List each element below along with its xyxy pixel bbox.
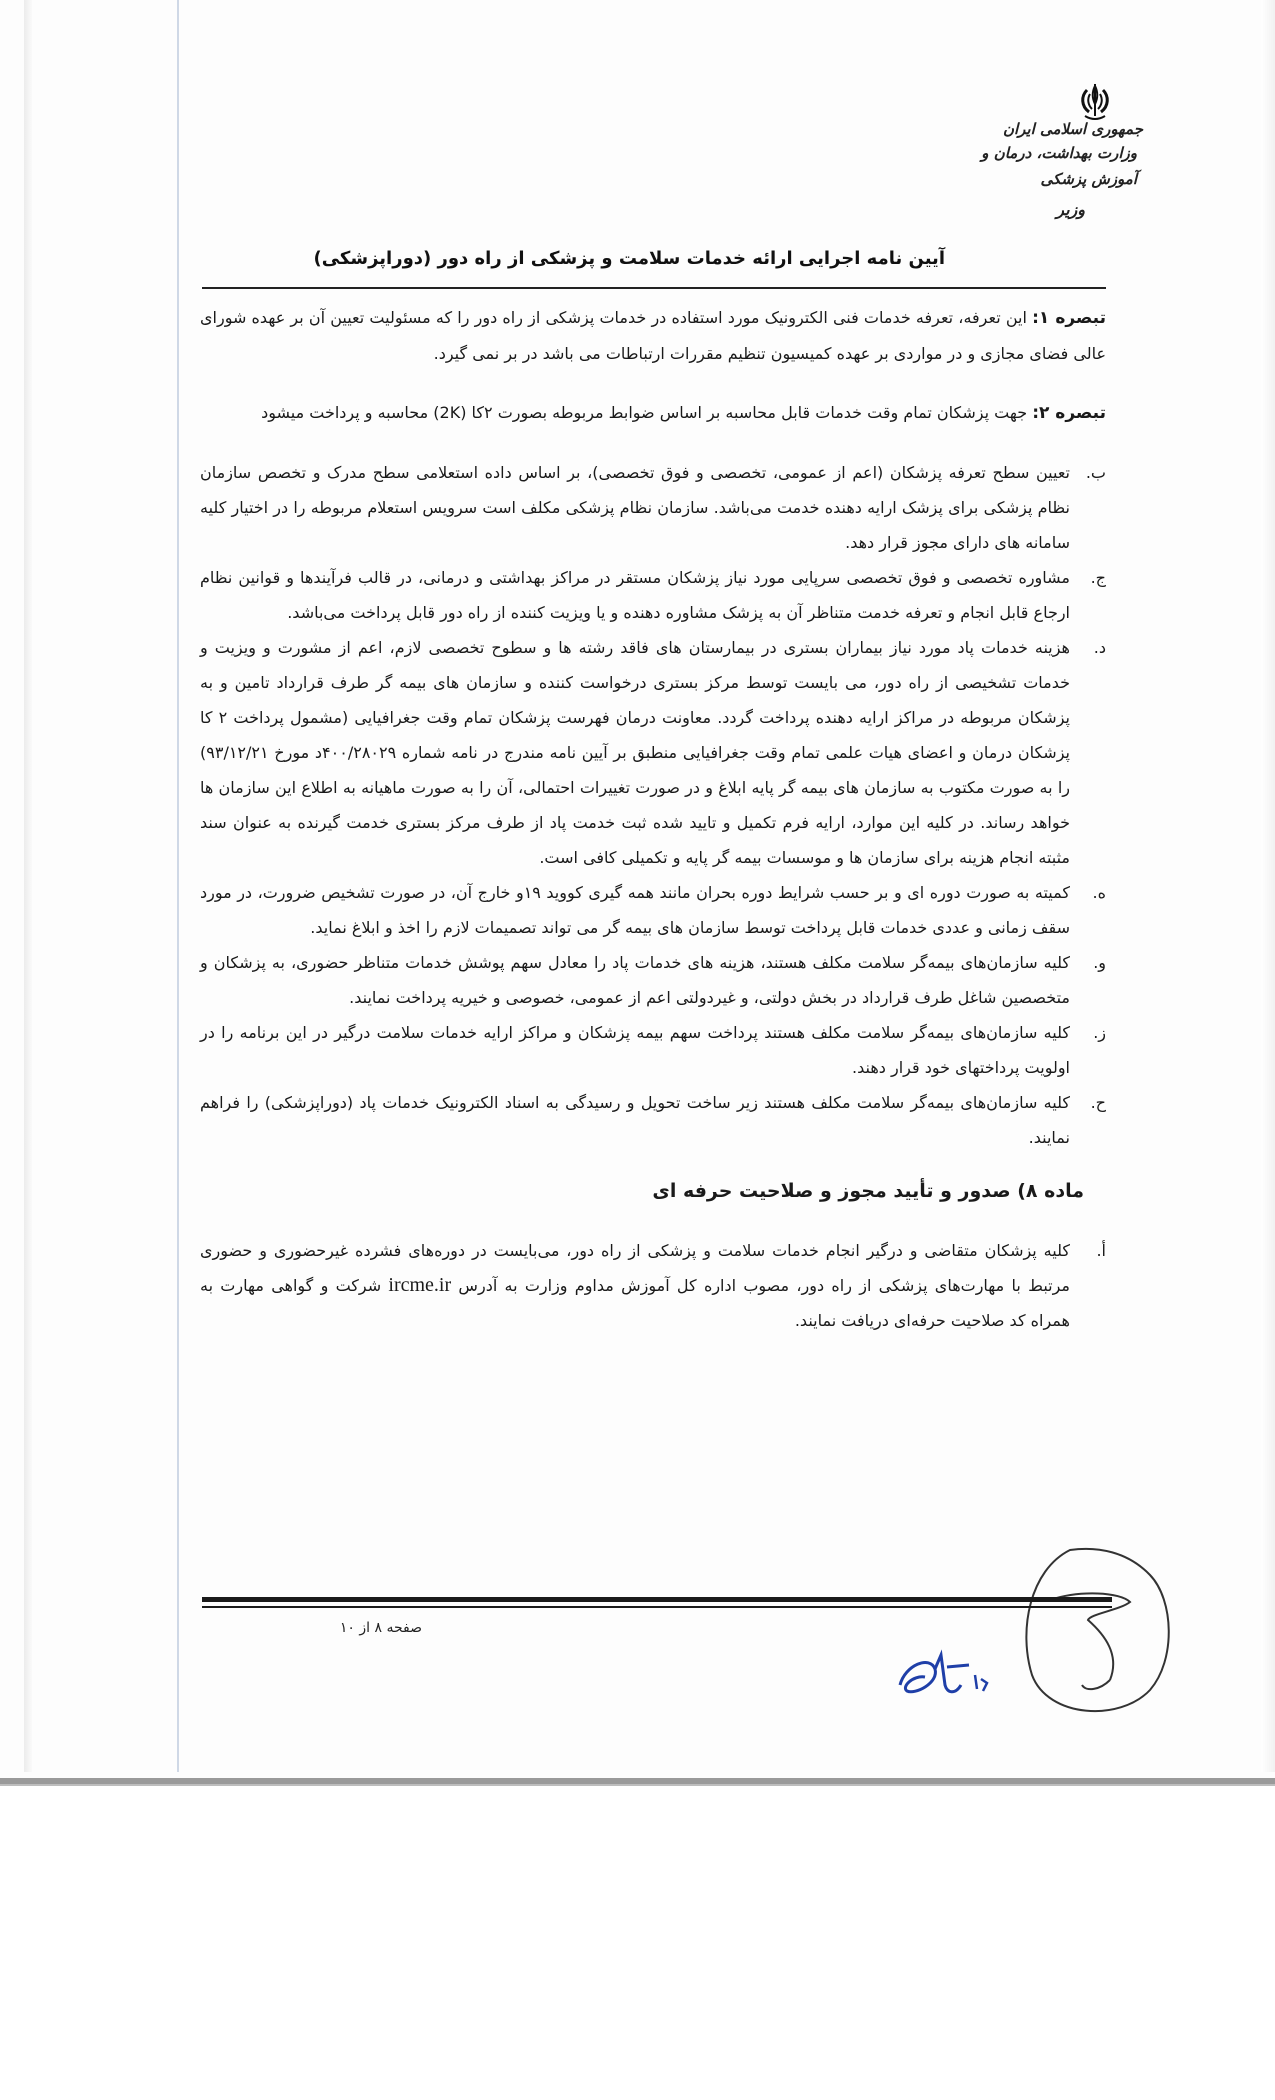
clause-letter: ح. bbox=[1090, 1093, 1106, 1112]
republic-name: جمهوری اسلامی ایران bbox=[1002, 120, 1143, 138]
page-right-edge bbox=[1261, 0, 1275, 1772]
clause-letter: ز. bbox=[1093, 1023, 1106, 1042]
note-text: جهت پزشکان تمام وقت خدمات قابل محاسبه بر اساس ضوابط مربوطه بصورت ۲کا (2K) محاسبه و پرداخت میشود bbox=[261, 403, 1033, 422]
page-left-edge bbox=[24, 0, 32, 1772]
note-label: تبصره ۲: bbox=[1032, 403, 1106, 423]
clause-z bbox=[200, 1015, 1106, 1085]
clause-v bbox=[200, 945, 1106, 1015]
note-2 bbox=[200, 395, 1106, 431]
clause-text bbox=[200, 1233, 1070, 1338]
ministry-letterhead bbox=[963, 118, 1143, 192]
clause-b bbox=[200, 455, 1106, 560]
footer-divider-thick bbox=[202, 1597, 1112, 1602]
document-body bbox=[200, 300, 1106, 1338]
page-number: صفحه ۸ از ۱۰ bbox=[339, 1620, 422, 1636]
clause-h bbox=[200, 875, 1106, 945]
margin-line bbox=[177, 0, 179, 1772]
clause-text: کلیه سازمان‌های بیمه‌گر سلامت مکلف هستند پرداخت سهم بیمه پزشکان و مراکز ارایه خدمات سلامت درگیر در این برنامه را در اولویت پرداختهای خود قرار دهند. bbox=[200, 1023, 1070, 1077]
clause-letter: د. bbox=[1093, 638, 1106, 657]
minister-label: وزیر bbox=[1056, 200, 1085, 219]
title-divider bbox=[202, 287, 1106, 289]
clause-text-after: شرکت و گواهی مهارت به همراه کد صلاحیت حرفه‌ای دریافت نمایند. bbox=[200, 1276, 1070, 1330]
document-title: آیین نامه اجرایی ارائه خدمات سلامت و پزشکی از راه دور (دوراپزشکی) bbox=[313, 248, 945, 269]
website-address: ircme.ir bbox=[388, 1274, 452, 1296]
clause-text-before: کلیه پزشکان متقاضی و درگیر انجام خدمات سلامت و پزشکی از راه دور، می‌بایست در دوره‌های فشرده غیرحضوری و حضوری مرتبط با مهارت‌های پزشکی از راه دور، مصوب اداره کل آموزش مداوم وزارت به آدرس bbox=[200, 1241, 1070, 1295]
stamp-icon bbox=[1010, 1540, 1180, 1725]
clause-alef bbox=[200, 1233, 1106, 1338]
clause-text: هزینه خدمات پاد مورد نیاز بیماران بستری در بیمارستان های فاقد رشته ها و سطوح تخصصی لازم، اعم از مشورت و ویزیت و خدمات تشخیصی از راه دور، می بایست توسط مرکز بستری درخواست کننده و سازمان های بیمه گر طرف قرارداد تامین و به پزشکان مربوطه در مراکز ارایه دهنده پرداخت گردد. معاونت درمان فهرست پزشکان تمام وقت جغرافیایی (مشمول پرداخت ۲ کا پزشکان درمان و اعضای هیات علمی تمام وقت جغرافیایی منطبق بر آیین نامه مندرج در نامه شماره ۴۰۰/۲۸۰۲۹د مورخ ۹۳/۱۲/۲۱) را به صورت مکتوب به سازمان های بیمه گر پایه ابلاغ و در صورت تغییرات احتمالی، آن را به صورت ماهیانه به اطلاع این سازمان ها خواهد رساند. در کلیه این موارد، ارایه فرم تکمیل و تایید شده ثبت خدمت پاد از طرف مرکز بستری خدمت گیرنده به عنوان سند مثبته انجام هزینه برای سازمان ها و موسسات بیمه گر پایه و تکمیلی کافی است. bbox=[200, 638, 1070, 867]
clause-letter: ج. bbox=[1090, 568, 1106, 587]
clause-text: کلیه سازمان‌های بیمه‌گر سلامت مکلف هستند زیر ساخت تحویل و رسیدگی به اسناد الکترونیک خدمات پاد (دوراپزشکی) را فراهم نمایند. bbox=[200, 1093, 1070, 1147]
clause-letter: ب. bbox=[1085, 463, 1106, 482]
footer-divider-thin bbox=[202, 1606, 1112, 1608]
clause-letter: ه. bbox=[1092, 883, 1106, 902]
clause-j bbox=[200, 560, 1106, 630]
note-1 bbox=[200, 300, 1106, 371]
signature-icon bbox=[895, 1635, 1005, 1715]
clause-text: کمیته به صورت دوره ای و بر حسب شرایط دوره بحران مانند همه گیری کووید ۱۹و خارج آن، در صورت تشخیص ضرورت، در مورد سقف زمانی و عددی خدمات قابل پرداخت توسط سازمان های بیمه گر می تواند تصمیمات لازم را اخذ و ابلاغ نماید. bbox=[200, 883, 1071, 937]
clause-letter: أ. bbox=[1096, 1241, 1106, 1260]
note-text: این تعرفه، تعرفه خدمات فنی الکترونیک مورد استفاده در خدمات پزشکی از راه دور را که مسئولیت تعیین آن بر عهده شورای عالی فضای مجازی و در مواردی بر عهده کمیسیون تنظیم مقررات ارتباطات می باشد در بر نمی گیرد. bbox=[200, 308, 1106, 363]
ministry-name: وزارت بهداشت، درمان و آموزش پزشکی bbox=[981, 144, 1137, 188]
clause-text: کلیه سازمان‌های بیمه‌گر سلامت مکلف هستند، هزینه های خدمات پاد را معادل سهم پوشش خدمات متناظر حضوری، به پزشکان و متخصصین شاغل طرف قرارداد در بخش دولتی، و غیردولتی اعم از عمومی، خصوصی و خیریه پرداخت نمایند. bbox=[200, 953, 1070, 1007]
clause-text: تعیین سطح تعرفه پزشکان (اعم از عمومی، تخصصی و فوق تخصصی)، بر اساس داده استعلامی سطح مدرک و تخصص سازمان نظام پزشکی برای پزشک ارایه دهنده خدمت می‌باشد. سازمان نظام پزشکی مکلف است سرویس استعلام مربوطه را در اختیار کلیه سامانه های دارای مجوز قرار دهد. bbox=[200, 463, 1070, 552]
clause-letter: و. bbox=[1093, 953, 1106, 972]
section-heading: ماده ۸) صدور و تأیید مجوز و صلاحیت حرفه ای bbox=[652, 1180, 1084, 1202]
note-label: تبصره ۱: bbox=[1032, 308, 1106, 328]
clause-h2 bbox=[200, 1085, 1106, 1155]
clause-d bbox=[200, 630, 1106, 875]
clause-text: مشاوره تخصصی و فوق تخصصی سرپایی مورد نیاز پزشکان مستقر در مراکز بهداشتی و درمانی، در قالب فرآیندها و قوانین نظام ارجاع قابل انجام و تعرفه خدمت متناظر آن به پزشک مشاوره دهنده و یا ویزیت کننده از راه دور قابل پرداخت می‌باشد. bbox=[200, 568, 1070, 622]
